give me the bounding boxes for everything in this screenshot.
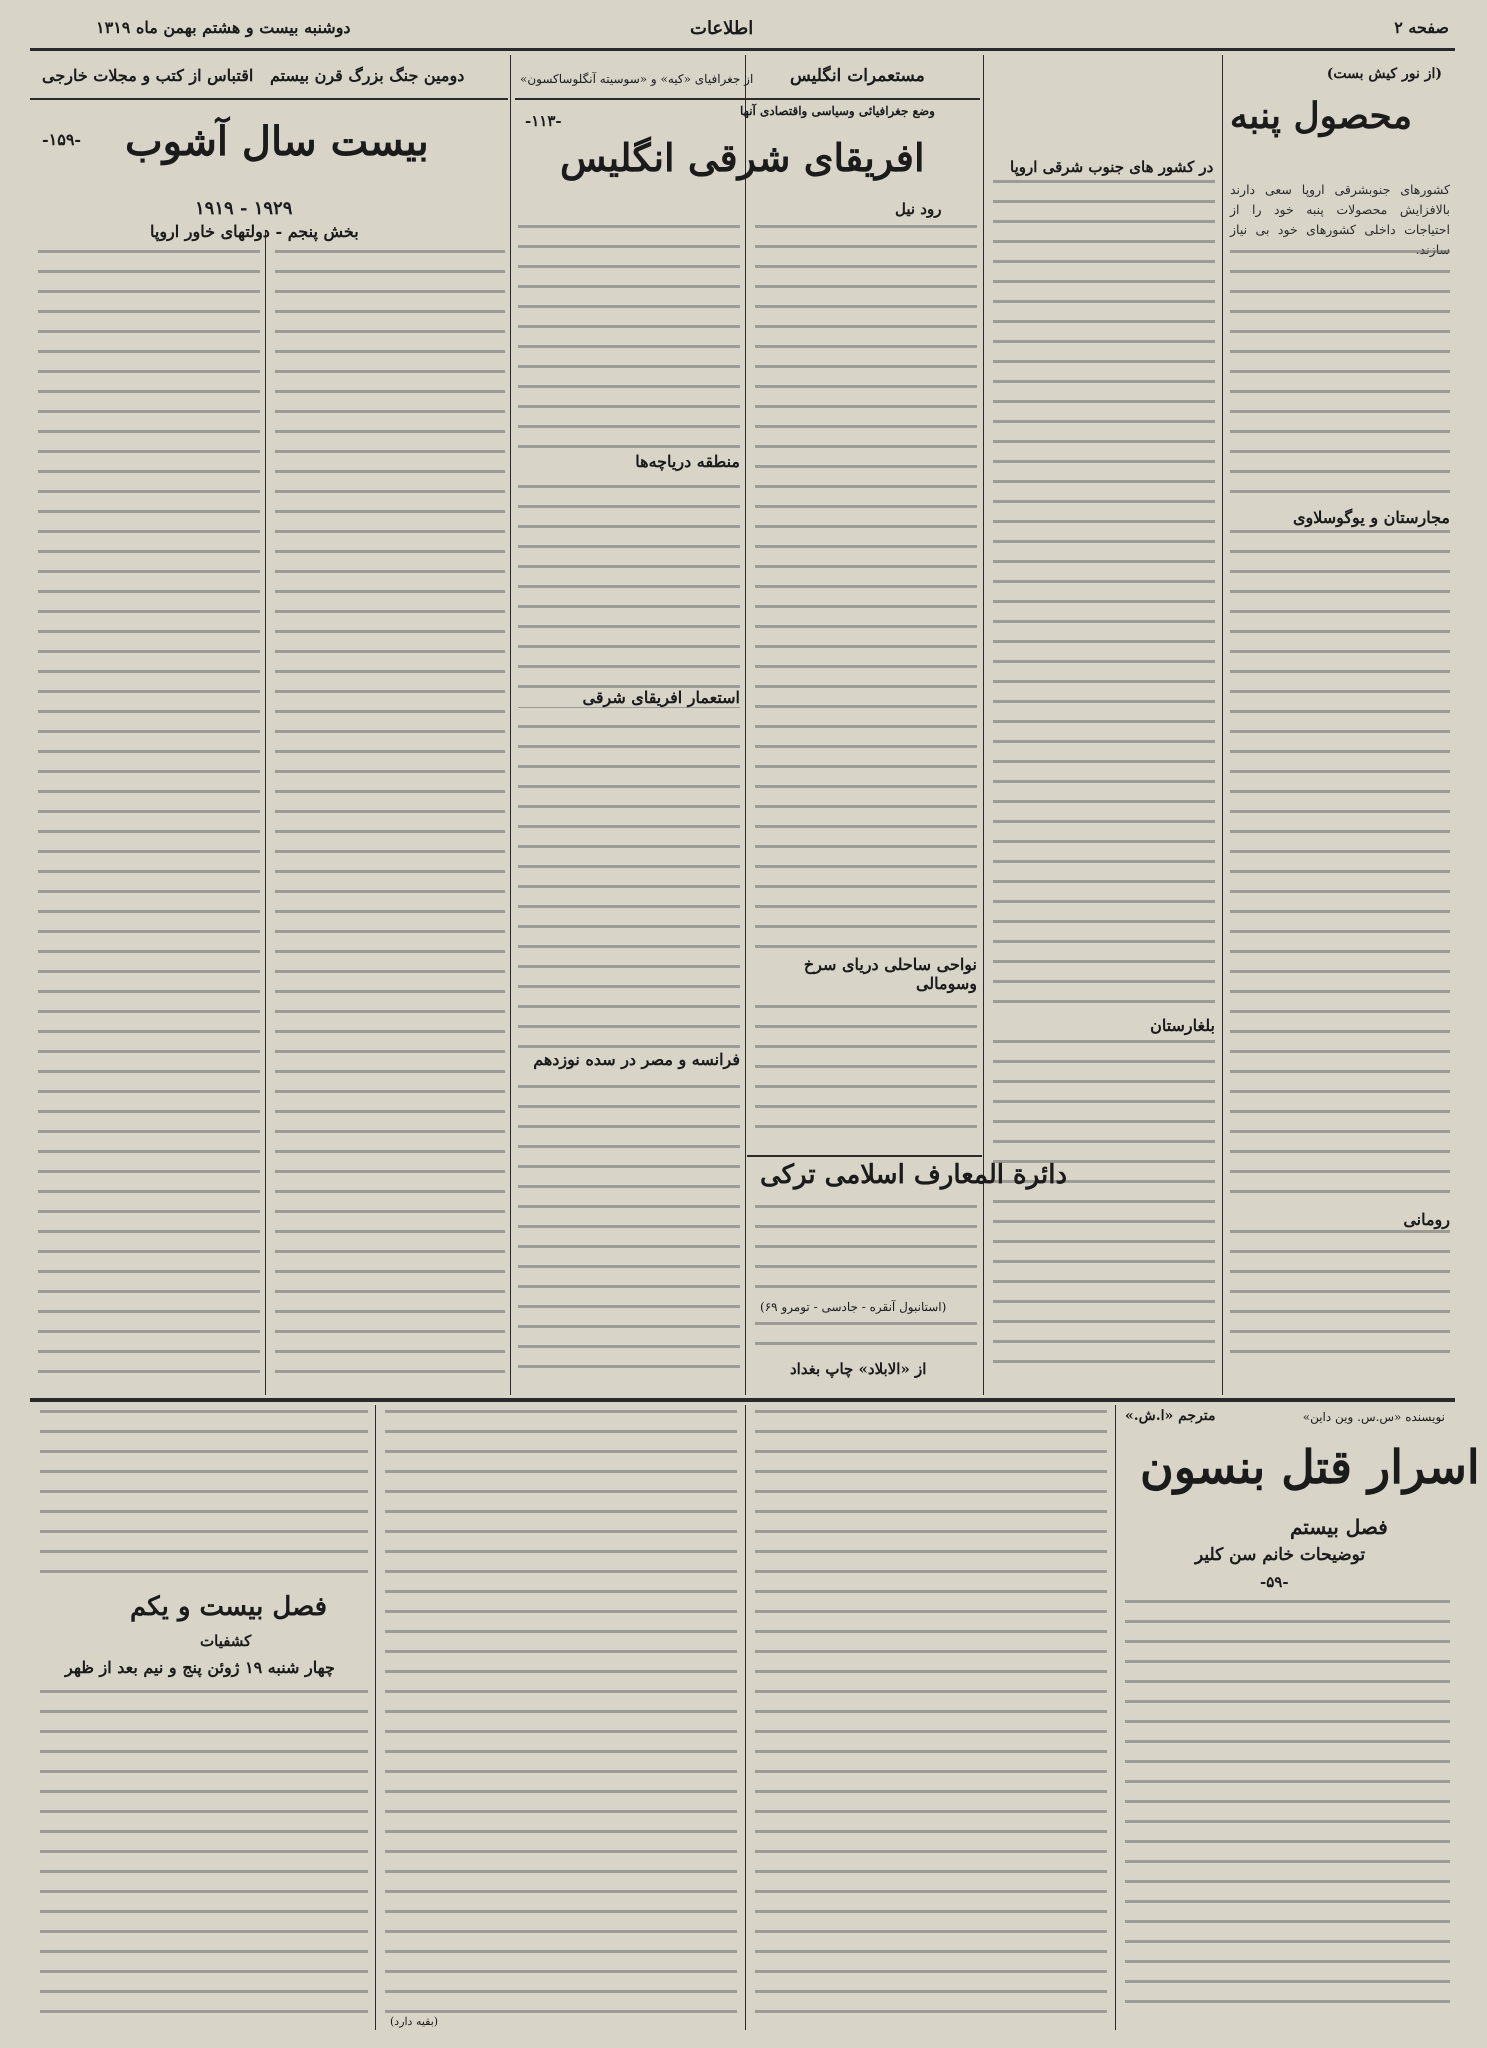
islamic-note1: (استانبول آنقره - جادسی - تومرو ۶۹) [760, 1300, 947, 1314]
column-divider [510, 55, 511, 1395]
novel-chapter-sub: توضیحات خانم سن کلیر [1195, 1545, 1366, 1565]
east-africa-sub-nile: رود نیل [895, 200, 942, 218]
war-years: ۱۹۲۹ - ۱۹۱۹ [195, 198, 293, 219]
cotton-intro: کشورهای جنوبشرقی اروپا سعی دارند بالافزایش محصولات پنبه خود را از احتیاجات داخلی کشورهای خود بی نیاز [1230, 182, 1450, 237]
east-africa-series: مستعمرات انگلیس [790, 66, 925, 86]
east-africa-strap: وضع جغرافیائی وسیاسی واقتصادی آنها [740, 104, 935, 118]
column-divider [983, 55, 984, 1395]
cotton-section-bulgaria: بلغارستان [993, 1016, 1215, 1035]
war-head-rule [30, 98, 508, 100]
novel-author: نویسنده «س.س. وین داین» [1302, 1410, 1445, 1424]
column-divider [375, 1405, 376, 2030]
east-africa-sub-lakes: منطقه دریاچه‌ها [518, 452, 740, 471]
novel-body-3 [385, 1410, 737, 2030]
war-series-right: دومین جنگ بزرگ قرن بیستم [270, 66, 465, 85]
column-divider [265, 230, 266, 1395]
war-body-left [38, 250, 260, 1385]
novel-body-4-top [40, 1410, 368, 1590]
novel-body-2 [755, 1410, 1107, 2030]
east-africa-number: -۱۱۳- [525, 112, 562, 130]
cotton-section-yugoslavia: مجارستان و یوگوسلاوی [1230, 508, 1450, 527]
column-divider [745, 1405, 746, 2030]
column-divider [1115, 1405, 1116, 2030]
continued-note: (بقیه دارد) [390, 2015, 439, 2028]
column-divider [1222, 55, 1223, 1395]
islamic-top-rule [747, 1155, 982, 1157]
east-africa-sub-colonization: استعمار افریقای شرقی [518, 688, 740, 707]
east-africa-body-left [518, 225, 740, 1385]
novel-next-label: کشفیات [200, 1632, 252, 1650]
issue-date: دوشنبه بیست و هشتم بهمن ماه ۱۳۱۹ [96, 18, 351, 37]
east-africa-body-right [755, 225, 977, 1155]
east-africa-title: افریقای شرقی انگلیس [560, 135, 925, 180]
cotton-body-left [993, 180, 1215, 1380]
war-body-right [275, 250, 505, 1385]
war-part: بخش پنجم - دولتهای خاور اروپا [150, 222, 359, 241]
east-africa-sub-france: فرانسه و مصر در سده نوزدهم [518, 1050, 740, 1069]
east-africa-head-rule [515, 98, 980, 100]
page-number: صفحه ۲ [1394, 18, 1449, 37]
cotton-title: محصول پنبه [1229, 95, 1412, 137]
war-title: بیست سال آشوب [125, 118, 429, 165]
cotton-subtitle: در کشور های جنوب شرقی اروپا [1010, 158, 1214, 176]
east-africa-sub-coast: نواحی ساحلی دریای سرخ وسومالی [755, 955, 977, 993]
east-africa-source: از جغرافیای «کیه» و «سوسیته آنگلوساکسون» [520, 72, 754, 86]
novel-next-chapter: فصل بیست و یکم [130, 1592, 328, 1622]
islamic-title: دائرة المعارف اسلامی ترکی [760, 1160, 1068, 1190]
islamic-body [755, 1205, 977, 1305]
novel-title: اسرار قتل بنسون [1140, 1440, 1480, 1494]
novel-next-date: چهار شنبه ۱۹ ژوئن پنج و نیم بعد از ظهر [65, 1658, 335, 1677]
cotton-section-romania: رومانی [1230, 1210, 1450, 1229]
serial-top-rule [30, 1398, 1455, 1402]
novel-body-4 [40, 1690, 368, 2030]
novel-number: -۵۹- [1260, 1573, 1289, 1591]
islamic-source: از «الابلاد» چاپ بغداد [790, 1360, 927, 1378]
war-number: -۱۵۹- [42, 130, 82, 149]
islamic-body-2 [755, 1322, 977, 1362]
novel-body-1 [1125, 1600, 1450, 2030]
novel-chapter: فصل بیستم [1290, 1515, 1388, 1539]
continuation-note: (از نور کیش بست) [1326, 66, 1442, 82]
novel-translator: مترجم «ا.ش.» [1125, 1408, 1216, 1424]
war-series-left: اقتباس از کتب و مجلات خارجی [42, 66, 254, 85]
newspaper-name: اطلاعات [690, 18, 754, 39]
masthead-rule [30, 48, 1455, 51]
column-divider [745, 55, 746, 1395]
